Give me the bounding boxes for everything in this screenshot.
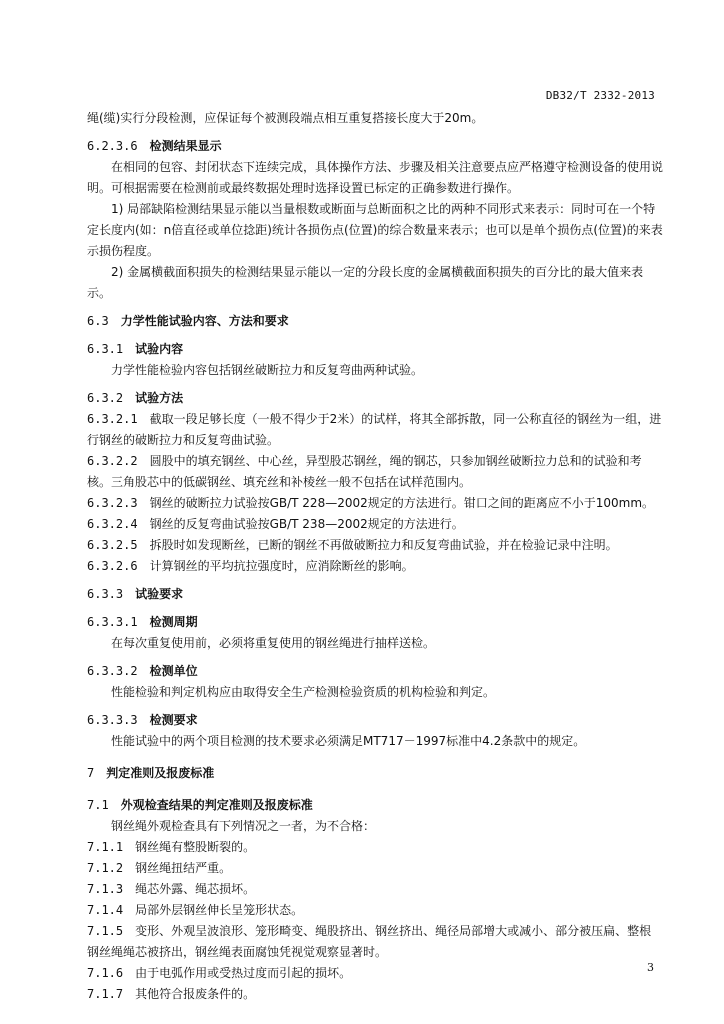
document-id: DB32/T 2332-2013 <box>545 89 655 102</box>
section-heading <box>87 710 663 731</box>
heading-text: 试验要求 <box>135 587 184 601</box>
item-text: 钢丝绳有整股断裂的。 <box>135 840 256 854</box>
paragraph <box>87 262 663 304</box>
heading-number: 6.3.2 <box>87 391 124 405</box>
heading-text: 检测要求 <box>149 713 198 727</box>
paragraph-text: 钢丝绳外观检查具有下列情况之一者，为不合格： <box>111 819 376 833</box>
paragraph <box>87 816 663 837</box>
heading-text: 试验内容 <box>135 342 184 356</box>
heading-number: 6.3.3.2 <box>87 664 138 678</box>
item-number: 6.3.2.5 <box>87 538 138 552</box>
item-text: 由于电弧作用或受热过度而引起的损坏。 <box>135 966 352 980</box>
item-text: 钢丝绳扭结严重。 <box>135 861 232 875</box>
numbered-item <box>87 409 663 451</box>
heading-text: 检测单位 <box>149 664 198 678</box>
numbered-item <box>87 858 663 879</box>
heading-text: 检测周期 <box>149 615 198 629</box>
section-heading <box>87 763 663 784</box>
item-text: 截取一段足够长度（一般不得少于2米）的试样，将其全部拆散，同一公称直径的钢丝为一组，进行钢丝的破断拉力和反复弯曲试验。 <box>87 412 662 447</box>
item-number: 6.3.2.6 <box>87 559 138 573</box>
paragraph <box>87 108 663 129</box>
heading-text: 试验方法 <box>135 391 184 405</box>
heading-number: 7 <box>87 766 95 780</box>
heading-text: 判定准则及报废标准 <box>106 766 215 780</box>
item-number: 6.3.2.4 <box>87 517 138 531</box>
heading-number: 6.3.3.1 <box>87 615 138 629</box>
numbered-item <box>87 921 663 963</box>
heading-number: 6.3 <box>87 314 109 328</box>
numbered-item <box>87 493 663 514</box>
numbered-item <box>87 556 663 577</box>
item-text: 计算钢丝的平均抗拉强度时，应消除断丝的影响。 <box>149 559 414 573</box>
paragraph-text: 2) 金属横截面积损失的检测结果显示能以一定的分段长度的金属横截面积损失的百分比的最大值来表示。 <box>87 265 644 300</box>
item-text: 局部外层钢丝伸长呈笼形状态。 <box>135 903 304 917</box>
paragraph <box>87 633 663 654</box>
item-number: 7.1.2 <box>87 861 124 875</box>
heading-number: 7.1 <box>87 798 109 812</box>
heading-text: 检测结果显示 <box>149 139 222 153</box>
heading-number: 6.3.1 <box>87 342 124 356</box>
section-heading <box>87 311 663 332</box>
section-heading <box>87 795 663 816</box>
document-body <box>87 108 663 1005</box>
numbered-item <box>87 900 663 921</box>
item-text: 变形、外观呈波浪形、笼形畸变、绳股挤出、钢丝挤出、绳径局部增大或减小、部分被压扁、整根钢丝绳绳芯被挤出，钢丝绳表面腐蚀凭视觉观察显著时。 <box>87 924 652 959</box>
item-text: 绳芯外露、绳芯损坏。 <box>135 882 256 896</box>
paragraph-text: 在相同的包容、封闭状态下连续完成，具体操作方法、步骤及相关注意要点应严格遵守检测设备的使用说明。可根据需要在检测前或最终数据处理时选择设置已标定的正确参数进行操作。 <box>87 160 664 195</box>
numbered-item <box>87 963 663 984</box>
section-heading <box>87 388 663 409</box>
numbered-item <box>87 879 663 900</box>
item-number: 7.1.4 <box>87 903 124 917</box>
paragraph-text: 绳(缆)实行分段检测，应保证每个被测段端点相互重复搭接长度大于20m。 <box>87 111 484 125</box>
item-number: 7.1.7 <box>87 987 124 1001</box>
section-heading <box>87 584 663 605</box>
heading-text: 力学性能试验内容、方法和要求 <box>120 314 289 328</box>
section-heading <box>87 339 663 360</box>
paragraph-text: 性能试验中的两个项目检测的技术要求必须满足MT717－1997标准中4.2条款中的规定。 <box>111 734 586 748</box>
paragraph <box>87 157 663 199</box>
section-heading <box>87 136 663 157</box>
paragraph <box>87 360 663 381</box>
item-number: 6.3.2.2 <box>87 454 138 468</box>
item-text: 拆股时如发现断丝，已断的钢丝不再做破断拉力和反复弯曲试验，并在检验记录中注明。 <box>149 538 618 552</box>
paragraph <box>87 731 663 752</box>
numbered-item <box>87 984 663 1005</box>
paragraph <box>87 682 663 703</box>
item-number: 7.1.5 <box>87 924 124 938</box>
numbered-item <box>87 514 663 535</box>
heading-number: 6.2.3.6 <box>87 139 138 153</box>
paragraph-text: 力学性能检验内容包括钢丝破断拉力和反复弯曲两种试验。 <box>111 363 424 377</box>
section-heading <box>87 612 663 633</box>
item-text: 其他符合报废条件的。 <box>135 987 256 1001</box>
item-number: 7.1.6 <box>87 966 124 980</box>
heading-number: 6.3.3 <box>87 587 124 601</box>
paragraph-text: 1) 局部缺陷检测结果显示能以当量根数或断面与总断面积之比的两种不同形式来表示：同时可在一个特定长度内(如：n倍直径或单位捻距)统计各损伤点(位置)的综合数量来表示；也可以是单个损伤点(位置)的来表示损伤程度。 <box>87 202 663 258</box>
item-text: 圆股中的填充钢丝、中心丝，异型股芯钢丝，绳的钢芯，只参加钢丝破断拉力总和的试验和考核。三角股芯中的低碳钢丝、填充丝和补棱丝一般不包括在试样范围内。 <box>87 454 642 489</box>
page-number: 3 <box>647 961 654 974</box>
numbered-item <box>87 837 663 858</box>
paragraph-text: 在每次重复使用前，必须将重复使用的钢丝绳进行抽样送检。 <box>111 636 436 650</box>
item-number: 6.3.2.3 <box>87 496 138 510</box>
numbered-item <box>87 535 663 556</box>
section-heading <box>87 661 663 682</box>
numbered-item <box>87 451 663 493</box>
item-number: 6.3.2.1 <box>87 412 138 426</box>
paragraph <box>87 199 663 262</box>
item-text: 钢丝的破断拉力试验按GB/T 228—2002规定的方法进行。钳口之间的距离应不小于100mm。 <box>149 496 655 510</box>
item-text: 钢丝的反复弯曲试验按GB/T 238—2002规定的方法进行。 <box>149 517 464 531</box>
heading-number: 6.3.3.3 <box>87 713 138 727</box>
paragraph-text: 性能检验和判定机构应由取得安全生产检测检验资质的机构检验和判定。 <box>111 685 496 699</box>
item-number: 7.1.1 <box>87 840 124 854</box>
heading-text: 外观检查结果的判定准则及报废标准 <box>120 798 313 812</box>
item-number: 7.1.3 <box>87 882 124 896</box>
